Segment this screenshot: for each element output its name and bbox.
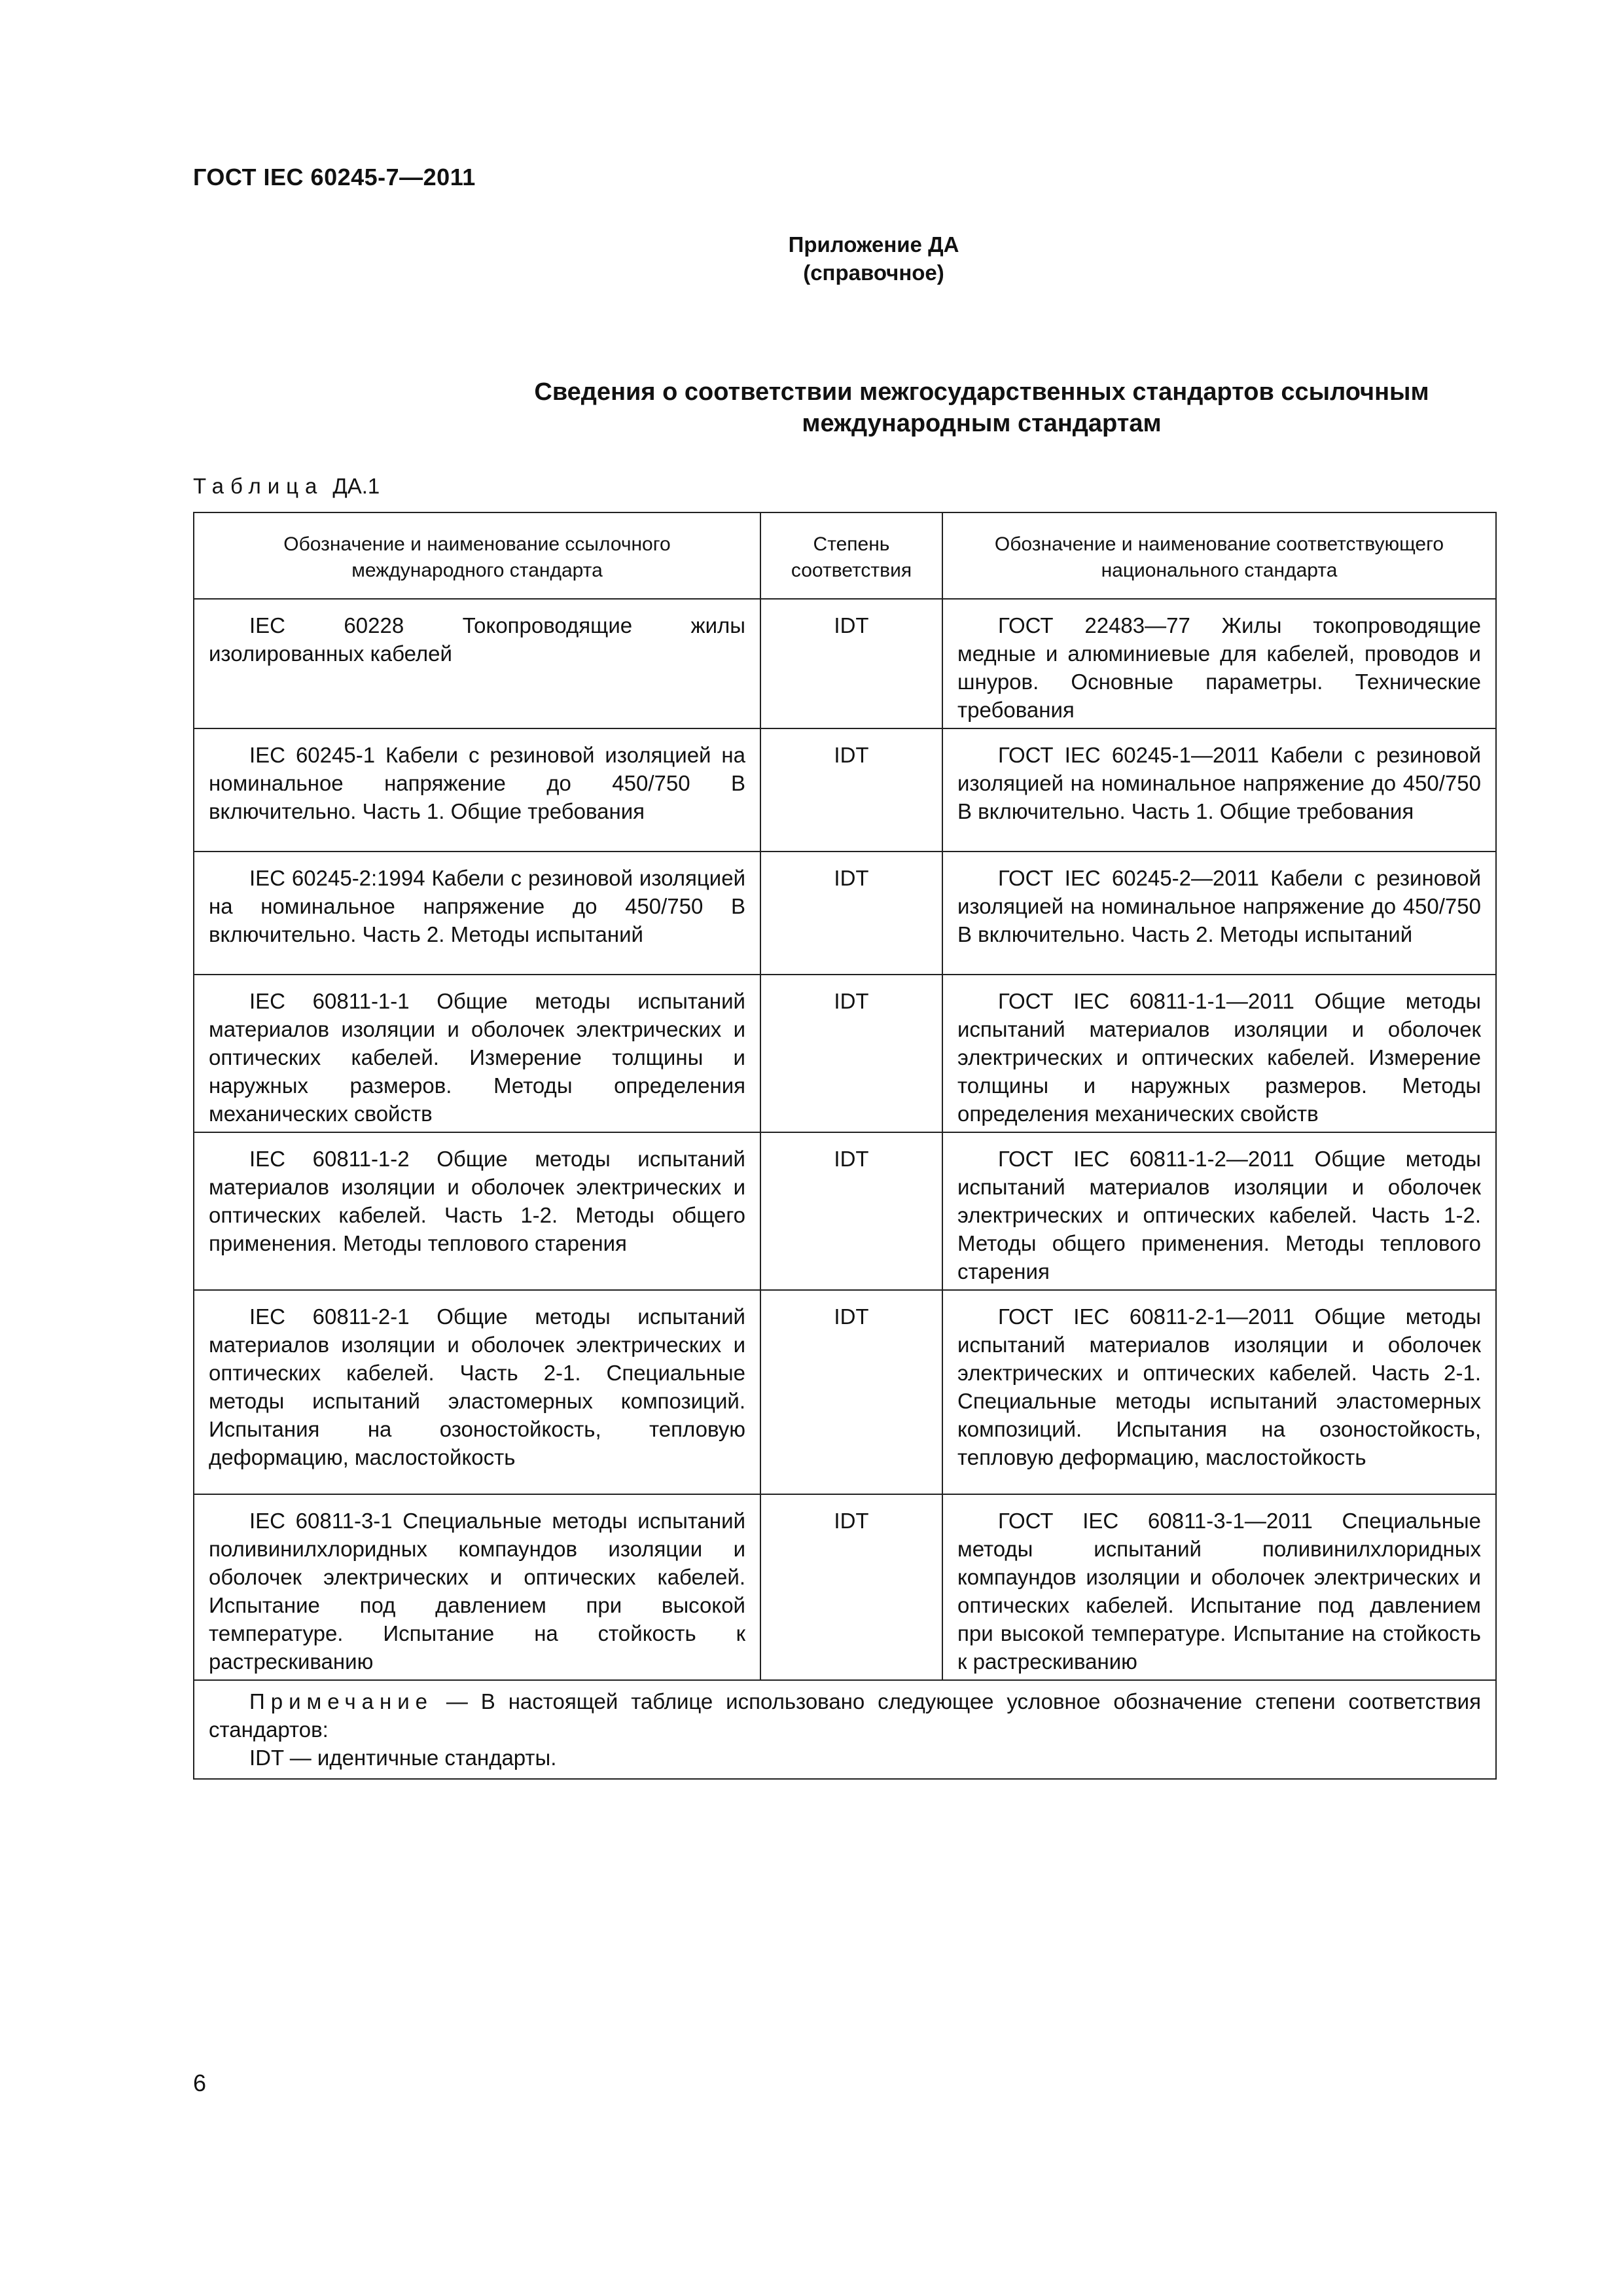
section-title	[340, 376, 1623, 439]
note-legend: IDT — идентичные стандарты.	[249, 1746, 557, 1770]
national-standard-text: ГОСТ IEC 60811-3-1—2011 Специальные методы испытаний поливинилхлоридных компаундов изоляции и оболочек электрических и оптических кабелей. Испытание под давлением при высокой температуре. Испытание на стойкость к растрескиванию	[957, 1509, 1481, 1674]
international-standard-cell	[194, 1290, 760, 1494]
degree-cell: IDT	[760, 1494, 942, 1680]
international-standard-text: IEC 60811-2-1 Общие методы испытаний материалов изоляции и оболочек электрических и оптических кабелей. Часть 2-1. Специальные методы испытаний эластомерных композиций. Испытания на озоностойкость, тепловую деформацию, маслостойкость	[209, 1304, 745, 1469]
national-standard-text: ГОСТ IEC 60811-1-1—2011 Общие методы испытаний материалов изоляции и оболочек электрических и оптических кабелей. Измерение толщины и наружных размеров. Методы определения механических свойств	[957, 989, 1481, 1126]
degree-cell: IDT	[760, 599, 942, 728]
appendix-title: Приложение ДА	[788, 232, 959, 257]
table-caption	[193, 474, 380, 499]
international-standard-text: IEC 60245-1 Кабели с резиновой изоляцией на номинальное напряжение до 450/750 В включительно. Часть 1. Общие требования	[209, 743, 745, 823]
international-standard-cell	[194, 975, 760, 1132]
page-number: 6	[193, 2070, 207, 2096]
degree-cell: IDT	[760, 975, 942, 1132]
international-standard-text: IEC 60228 Токопроводящие жилы изолированных кабелей	[209, 613, 745, 666]
table-row	[194, 599, 1496, 728]
national-standard-text: ГОСТ IEC 60245-1—2011 Кабели с резиновой изоляцией на номинальное напряжение до 450/750 В включительно. Часть 1. Общие требования	[957, 743, 1481, 823]
table-header-row	[194, 512, 1496, 599]
national-standard-cell	[942, 1494, 1496, 1680]
national-standard-cell	[942, 1132, 1496, 1290]
header-degree-of-correspondence: Степень соответствия	[760, 512, 942, 599]
table-row	[194, 852, 1496, 975]
national-standard-text: ГОСТ IEC 60245-2—2011 Кабели с резиновой изоляцией на номинальное напряжение до 450/750 В включительно. Часть 2. Методы испытаний	[957, 866, 1481, 946]
degree-cell: IDT	[760, 1132, 942, 1290]
section-title-line-1: Сведения о соответствии межгосударственных стандартов ссылочным	[534, 378, 1429, 406]
header-international-standard: Обозначение и наименование ссылочного международного стандарта	[194, 512, 760, 599]
table-row	[194, 975, 1496, 1132]
section-title-line-2: международным стандартам	[802, 410, 1162, 437]
international-standard-cell	[194, 728, 760, 852]
table-caption-word: Таблица	[193, 474, 324, 498]
note-body: — В настоящей таблице использовано следующее условное обозначение степени соответствия стандартов:	[209, 1689, 1481, 1742]
note-label: Примечание	[249, 1689, 434, 1713]
international-standard-cell	[194, 852, 760, 975]
national-standard-text: ГОСТ IEC 60811-2-1—2011 Общие методы испытаний материалов изоляции и оболочек электрических и оптических кабелей. Часть 2-1. Специальные методы испытаний эластомерных композиций. Испытания на озоностойкость, тепловую деформацию, маслостойкость	[957, 1304, 1481, 1469]
degree-cell: IDT	[760, 1290, 942, 1494]
table-note-row	[194, 1680, 1496, 1779]
international-standard-cell	[194, 1132, 760, 1290]
national-standard-cell	[942, 852, 1496, 975]
international-standard-text: IEC 60811-3-1 Специальные методы испытаний поливинилхлоридных компаундов изоляции и оболочек электрических и оптических кабелей. Испытание под давлением при высокой температуре. Испытание на стойкость к растрескиванию	[209, 1509, 745, 1674]
table-row	[194, 1290, 1496, 1494]
table-row	[194, 728, 1496, 852]
national-standard-cell	[942, 728, 1496, 852]
national-standard-text: ГОСТ 22483—77 Жилы токопроводящие медные и алюминиевые для кабелей, проводов и шнуров. Основные параметры. Технические требования	[957, 613, 1481, 722]
international-standard-text: IEC 60811-1-1 Общие методы испытаний материалов изоляции и оболочек электрических и оптических кабелей. Измерение толщины и наружных размеров. Методы определения механических свойств	[209, 989, 745, 1126]
degree-cell: IDT	[760, 852, 942, 975]
international-standard-text: IEC 60245-2:1994 Кабели с резиновой изоляцией на номинальное напряжение до 450/750 В включительно. Часть 2. Методы испытаний	[209, 866, 745, 946]
table-row	[194, 1132, 1496, 1290]
appendix-kind: (справочное)	[803, 260, 944, 285]
note-text	[209, 1687, 1481, 1744]
international-standard-cell	[194, 1494, 760, 1680]
national-standard-cell	[942, 1290, 1496, 1494]
national-standard-cell	[942, 599, 1496, 728]
national-standard-cell	[942, 975, 1496, 1132]
table-caption-number: ДА.1	[332, 474, 380, 498]
header-national-standard: Обозначение и наименование соответствующего национального стандарта	[942, 512, 1496, 599]
international-standard-cell	[194, 599, 760, 728]
table-row	[194, 1494, 1496, 1680]
table-note	[194, 1680, 1496, 1779]
degree-cell: IDT	[760, 728, 942, 852]
national-standard-text: ГОСТ IEC 60811-1-2—2011 Общие методы испытаний материалов изоляции и оболочек электрических и оптических кабелей. Часть 1-2. Методы общего применения. Методы теплового старения	[957, 1147, 1481, 1283]
document-code: ГОСТ IEC 60245-7—2011	[193, 164, 476, 190]
international-standard-text: IEC 60811-1-2 Общие методы испытаний материалов изоляции и оболочек электрических и оптических кабелей. Часть 1-2. Методы общего применения. Методы теплового старения	[209, 1147, 745, 1255]
correspondence-table	[193, 512, 1497, 1780]
